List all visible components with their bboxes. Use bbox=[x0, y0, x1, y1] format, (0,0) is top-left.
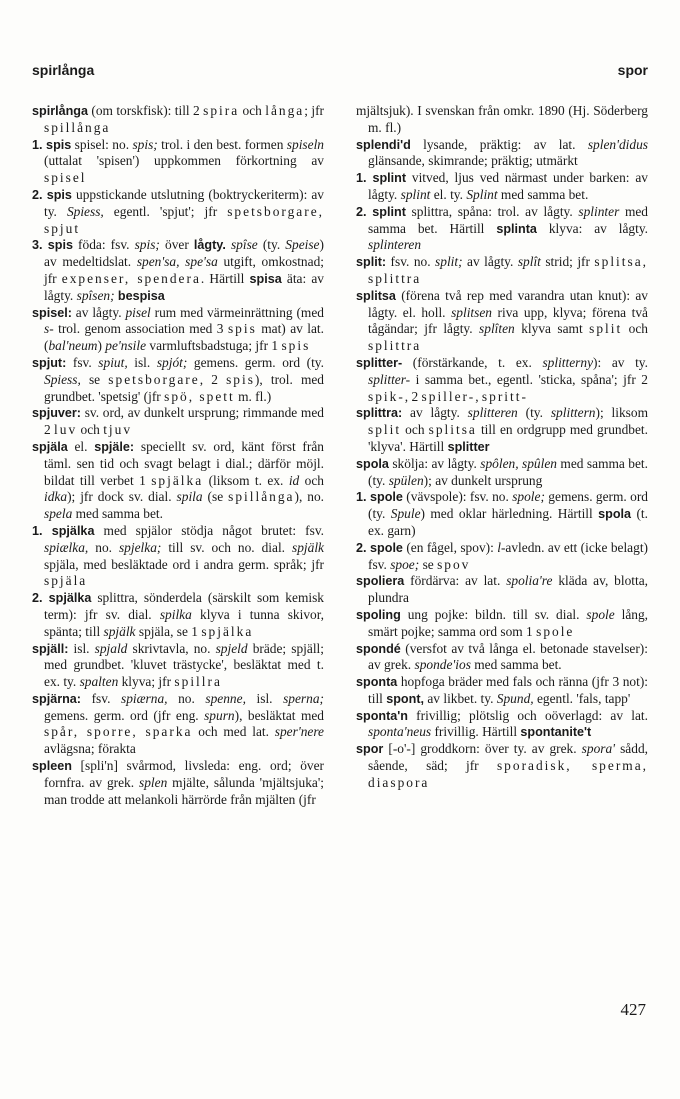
dictionary-entry: spisel: av lågty. pisel rum med värmeinrättning (med s- trol. genom association med 3 spis mat) av lat. (bal'neum) pe'nsile varmluftsbadstuga; jfr 1 spis bbox=[32, 304, 324, 354]
dictionary-entry: spjuver: sv. ord, av dunkelt ursprung; rimmande med 2 luv och tjuv bbox=[32, 405, 324, 438]
dictionary-entry: 1. splint vitved, ljus ved närmast under barken: av lågty. splint el. ty. Splint med samma bet. bbox=[356, 170, 648, 202]
dictionary-entry: splendi'd lysande, präktig: av lat. splen'didus glänsande, skimrande; präktig; utmärkt bbox=[356, 136, 648, 169]
dictionary-entry: spoliera fördärva: av lat. spolia're kläda av, blotta, plundra bbox=[356, 573, 648, 606]
dictionary-entry: sponta hopfoga bräder med fals och ränna (jfr 3 not): till spont, av likbet. ty. Spund, egentl. 'fals, tapp' bbox=[356, 674, 648, 706]
dictionary-entry: spola skölja: av lågty. spôlen, spûlen med samma bet. (ty. spülen); av dunkelt ursprung bbox=[356, 455, 648, 488]
dictionary-entry: 1. spis spisel: no. spis; trol. i den best. formen spiseln (uttalat 'spisen') uppkommen förkortning av spisel bbox=[32, 136, 324, 186]
dictionary-columns bbox=[32, 103, 648, 808]
dictionary-entry: spor [-o'-] groddkorn: över ty. av grek. spora' sådd, sående, säd; jfr sporadisk, sperma, diaspora bbox=[356, 741, 648, 790]
page-number: 427 bbox=[620, 1000, 646, 1019]
dictionary-entry: spondé (versfot av två långa el. betonade stavelser): av grek. sponde'ios med samma bet. bbox=[356, 640, 648, 673]
dictionary-entry: 2. spis uppstickande utslutning (boktryckeriterm): av ty. Spiess, egentl. 'spjut'; jfr spetsborgare, spjut bbox=[32, 186, 325, 236]
dictionary-entry: spjärna: fsv. spiærna, no. spenne, isl. sperna; gemens. germ. ord (jfr eng. spurn), besläktat med spår, sporre, sparka och med lat. sper'nere avlägsna; förakta bbox=[32, 690, 325, 757]
dictionary-entry: split: fsv. no. split; av lågty. splît strid; jfr splitsa, splittra bbox=[356, 254, 648, 286]
dictionary-entry: 1. spjälka med spjälor stödja något brutet: fsv. spiælka, no. spjelka; till sv. och no. dial. spjälk spjäla, med besläktade ord i andra germ. språk; jfr spjäla bbox=[32, 522, 324, 589]
dictionary-entry: 2. spjälka splittra, sönderdela (särskilt som kemisk term): jfr sv. dial. spilka klyva i tunna skivor, spänta; till spjälk spjäla, se 1 spjälka bbox=[32, 590, 324, 639]
header-first-word: spirlånga bbox=[32, 62, 95, 78]
dictionary-entry: spjäll: isl. spjald skrivtavla, no. spjeld bräde; spjäll; med grundbet. 'kluvet trästycke', besläktat med t. ex. ty. spalten klyva; jfr spillra bbox=[32, 640, 324, 690]
dictionary-entry: spjut: fsv. spiut, isl. spjót; gemens. germ. ord (ty. Spiess, se spetsborgare, 2 spis), trol. med grundbet. 'spetsig' (jfr spö, spett m. fl.) bbox=[32, 354, 324, 404]
dictionary-entry: 2. splint splittra, spåna: trol. av lågty. splinter med samma bet. Härtill splinta klyva: av lågty. splinteren bbox=[356, 203, 649, 253]
dictionary-entry: spleen [spli'n] svårmod, livsleda: eng. ord; över fornfra. av grek. splen mjälte, sålunda 'mjältsjuka'; man trodde att melankoli härrörde från mjälten (jfr bbox=[32, 758, 325, 807]
dictionary-entry: splittra: av lågty. splitteren (ty. splittern); liksom split och splitsa till en ordgrupp med grundbet. 'klyva'. Härtill splitter bbox=[356, 405, 648, 454]
right-column bbox=[356, 103, 648, 808]
dictionary-entry: 2. spole (en fågel, spov): l-avledn. av ett (icke belagt) fsv. spoe; se spov bbox=[356, 539, 648, 572]
dictionary-entry: spjäla el. spjäle: speciellt sv. ord, känt först från täml. sen tid och svagt belagt i dial.; därför möjl. bildat till verbet 1 spjälka (liksom t. ex. id och idka); jfr dock sv. dial. spila (se spillånga), no. spela med samma bet. bbox=[32, 438, 324, 522]
dictionary-entry: splitsa (förena två rep med varandra utan knut): av lågty. el. holl. splitsen riva upp, klyva; förena två tågändar; jfr lågty. splîten klyva samt split och splittra bbox=[356, 287, 648, 354]
dictionary-entry: splitter- (förstärkande, t. ex. splitterny): av ty. splitter- i samma bet., egentl. 'sticka, spåna'; jfr 2 spik-, 2 spiller-, spritt- bbox=[356, 354, 648, 404]
dictionary-entry: spoling ung pojke: bildn. till sv. dial. spole lång, smärt pojke; samma ord som 1 spole bbox=[356, 606, 649, 639]
dictionary-entry: 3. spis föda: fsv. spis; över lågty. spîse (ty. Speise) av medeltidslat. spen'sa, spe'sa utgift, omkostnad; jfr expenser, spendera. Härtill spisa äta: av lågty. spîsen; bespisa bbox=[32, 237, 324, 303]
dictionary-entry: spirlånga (om torskfisk): till 2 spira och långa; jfr spillånga bbox=[32, 103, 324, 135]
dictionary-entry: mjältsjuk). I svenskan från omkr. 1890 (Hj. Söderberg m. fl.) bbox=[356, 103, 648, 135]
dictionary-entry: 1. spole (vävspole): fsv. no. spole; gemens. germ. ord (ty. Spule) med oklar härledning. Härtill spola (t. ex. garn) bbox=[356, 489, 648, 538]
header-last-word: spor bbox=[617, 62, 648, 78]
running-header bbox=[32, 62, 648, 84]
dictionary-entry: sponta'n frivillig; plötslig och oöverlagd: av lat. sponta'neus frivillig. Härtill spontanite't bbox=[356, 707, 648, 740]
left-column bbox=[32, 103, 324, 808]
